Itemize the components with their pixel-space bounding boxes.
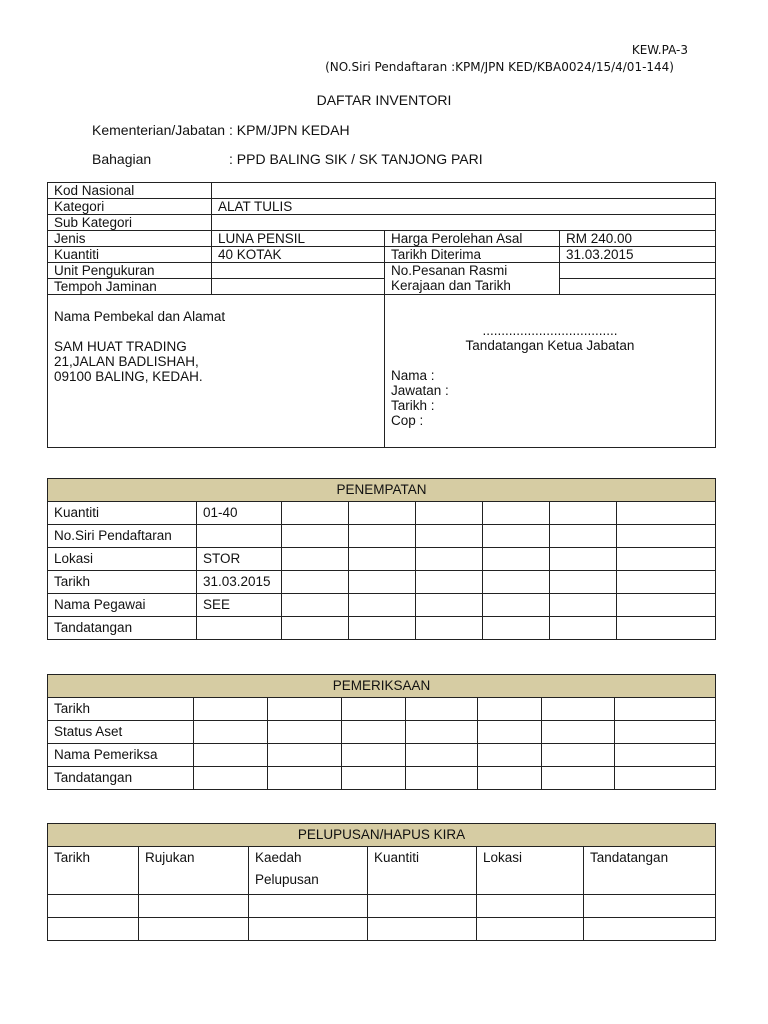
label-kategori: Kategori [48,199,212,215]
pemeriksaan-cell [615,698,716,721]
sign-tarikh: Tarikh : [391,398,435,413]
section-label: Bahagian [92,151,152,167]
col-kaedah-line2: Pelupusan [255,872,319,887]
penempatan-cell [617,525,716,548]
value-tarikh-diterima: 31.03.2015 [560,247,716,263]
row-sub-kategori [48,215,716,231]
document-title: DAFTAR INVENTORI [316,92,452,108]
penempatan-cell [617,571,716,594]
pemeriksaan-row [48,698,716,721]
penempatan-cell [550,502,617,525]
pemeriksaan-cell [194,767,268,790]
penempatan-cell [282,502,349,525]
value-pesanan-2 [560,279,716,295]
penempatan-cell [282,525,349,548]
pemeriksaan-title: PEMERIKSAAN [48,675,716,698]
pemeriksaan-cell [406,698,478,721]
pemeriksaan-cell [342,721,406,744]
ministry-line: Kementerian/Jabatan : KPM/JPN KEDAH [92,122,350,138]
supplier-name: SAM HUAT TRADING [54,339,187,354]
penempatan-cell [416,617,483,640]
value-kategori: ALAT TULIS [212,199,716,215]
penempatan-value [197,617,282,640]
penempatan-value: STOR [197,548,282,571]
col-kaedah [249,847,368,895]
col-kaedah-line1: Kaedah [255,850,302,865]
pemeriksaan-cell [194,744,268,767]
pemeriksaan-cell [615,767,716,790]
pemeriksaan-row [48,721,716,744]
pemeriksaan-cell [194,721,268,744]
pemeriksaan-cell [542,698,615,721]
pemeriksaan-cell [478,744,542,767]
sign-nama: Nama : [391,368,435,383]
penempatan-cell [550,617,617,640]
pemeriksaan-cell [478,767,542,790]
penempatan-cell [483,548,550,571]
penempatan-cell [282,571,349,594]
pemeriksaan-cell [615,721,716,744]
penempatan-cell [617,594,716,617]
pemeriksaan-cell [406,767,478,790]
label-harga: Harga Perolehan Asal [385,231,560,247]
pemeriksaan-cell [268,767,342,790]
penempatan-row [48,525,716,548]
label-kuantiti: Kuantiti [48,247,212,263]
penempatan-cell [483,617,550,640]
pemeriksaan-cell [268,721,342,744]
pemeriksaan-cell [194,698,268,721]
penempatan-cell [617,617,716,640]
col-kuantiti: Kuantiti [368,847,477,895]
pemeriksaan-label: Nama Pemeriksa [48,744,194,767]
col-lokasi: Lokasi [477,847,584,895]
col-rujukan: Rujukan [139,847,249,895]
penempatan-cell [550,548,617,571]
value-harga: RM 240.00 [560,231,716,247]
penempatan-cell [416,571,483,594]
pemeriksaan-label: Status Aset [48,721,194,744]
row-kategori [48,199,716,215]
penempatan-cell [550,525,617,548]
label-tempoh-jaminan: Tempoh Jaminan [48,279,212,295]
registration-number: (NO.Siri Pendaftaran :KPM/JPN KED/KBA0024/15/4/01-144) [325,60,674,74]
pemeriksaan-cell [342,698,406,721]
penempatan-value: SEE [197,594,282,617]
col-tarikh: Tarikh [48,847,139,895]
value-jenis: LUNA PENSIL [212,231,385,247]
penempatan-row [48,617,716,640]
sign-cop: Cop : [391,413,424,428]
label-unit-pengukuran: Unit Pengukuran [48,263,212,279]
penempatan-label: Lokasi [48,548,197,571]
penempatan-label: Tarikh [48,571,197,594]
penempatan-cell [349,525,416,548]
signature-dots: .................................... [482,323,618,338]
penempatan-cell [483,571,550,594]
penempatan-table [47,478,716,640]
row-supplier-signature [48,295,716,448]
pelupusan-row [48,918,716,941]
pelupusan-header-row [48,847,716,895]
pelupusan-table [47,823,716,941]
value-sub-kategori [212,215,716,231]
value-pesanan-1 [560,263,716,279]
pemeriksaan-cell [478,721,542,744]
penempatan-value: 31.03.2015 [197,571,282,594]
pemeriksaan-cell [542,767,615,790]
penempatan-cell [349,502,416,525]
supplier-heading: Nama Pembekal dan Alamat [54,309,226,324]
value-tempoh-jaminan [212,279,385,295]
label-jenis: Jenis [48,231,212,247]
supplier-address-1: 21,JALAN BADLISHAH, [54,354,199,369]
pemeriksaan-cell [542,744,615,767]
details-table [47,182,716,448]
penempatan-cell [349,548,416,571]
pemeriksaan-cell [268,698,342,721]
penempatan-value: 01-40 [197,502,282,525]
pemeriksaan-label: Tandatangan [48,767,194,790]
pemeriksaan-cell [478,698,542,721]
penempatan-cell [550,571,617,594]
penempatan-label: Tandatangan [48,617,197,640]
form-code: KEW.PA-3 [631,43,688,57]
penempatan-cell [416,548,483,571]
penempatan-title: PENEMPATAN [48,479,716,502]
penempatan-row [48,548,716,571]
row-kuantiti [48,247,716,263]
penempatan-cell [282,548,349,571]
pesanan-line2: Kerajaan dan Tarikh [391,278,511,293]
value-kod-nasional [212,183,716,199]
supplier-block [48,295,385,448]
pemeriksaan-label: Tarikh [48,698,194,721]
penempatan-cell [349,594,416,617]
penempatan-cell [483,525,550,548]
row-kod-nasional [48,183,716,199]
penempatan-cell [483,502,550,525]
pemeriksaan-row [48,767,716,790]
pemeriksaan-cell [268,744,342,767]
label-tarikh-diterima: Tarikh Diterima [385,247,560,263]
penempatan-row [48,502,716,525]
pemeriksaan-cell [342,744,406,767]
signature-label: Tandatangan Ketua Jabatan [465,338,635,353]
penempatan-label: No.Siri Pendaftaran [48,525,197,548]
supplier-address-2: 09100 BALING, KEDAH. [54,369,203,384]
penempatan-row [48,571,716,594]
row-tempoh-jaminan [48,279,716,295]
penempatan-cell [349,571,416,594]
pemeriksaan-cell [342,767,406,790]
col-tandatangan: Tandatangan [584,847,716,895]
label-sub-kategori: Sub Kategori [48,215,212,231]
pemeriksaan-cell [406,721,478,744]
pemeriksaan-row [48,744,716,767]
penempatan-value [197,525,282,548]
pelupusan-row [48,895,716,918]
penempatan-label: Kuantiti [48,502,197,525]
penempatan-cell [416,525,483,548]
label-pesanan-rasmi [385,263,560,295]
penempatan-cell [282,617,349,640]
sign-jawatan: Jawatan : [391,383,449,398]
penempatan-cell [483,594,550,617]
penempatan-cell [349,617,416,640]
signature-block [385,295,716,448]
pemeriksaan-cell [406,744,478,767]
penempatan-cell [282,594,349,617]
penempatan-label: Nama Pegawai [48,594,197,617]
pemeriksaan-table [47,674,716,790]
pelupusan-title: PELUPUSAN/HAPUS KIRA [48,824,716,847]
row-jenis [48,231,716,247]
value-unit-pengukuran [212,263,385,279]
section-value: : PPD BALING SIK / SK TANJONG PARI [229,151,483,167]
label-kod-nasional: Kod Nasional [48,183,212,199]
pemeriksaan-cell [615,744,716,767]
penempatan-cell [416,502,483,525]
penempatan-cell [617,548,716,571]
penempatan-cell [617,502,716,525]
pesanan-line1: No.Pesanan Rasmi [391,263,508,278]
value-kuantiti: 40 KOTAK [212,247,385,263]
pemeriksaan-cell [542,721,615,744]
row-unit-pengukuran [48,263,716,279]
penempatan-row [48,594,716,617]
section-line [92,151,483,167]
penempatan-cell [416,594,483,617]
penempatan-cell [550,594,617,617]
